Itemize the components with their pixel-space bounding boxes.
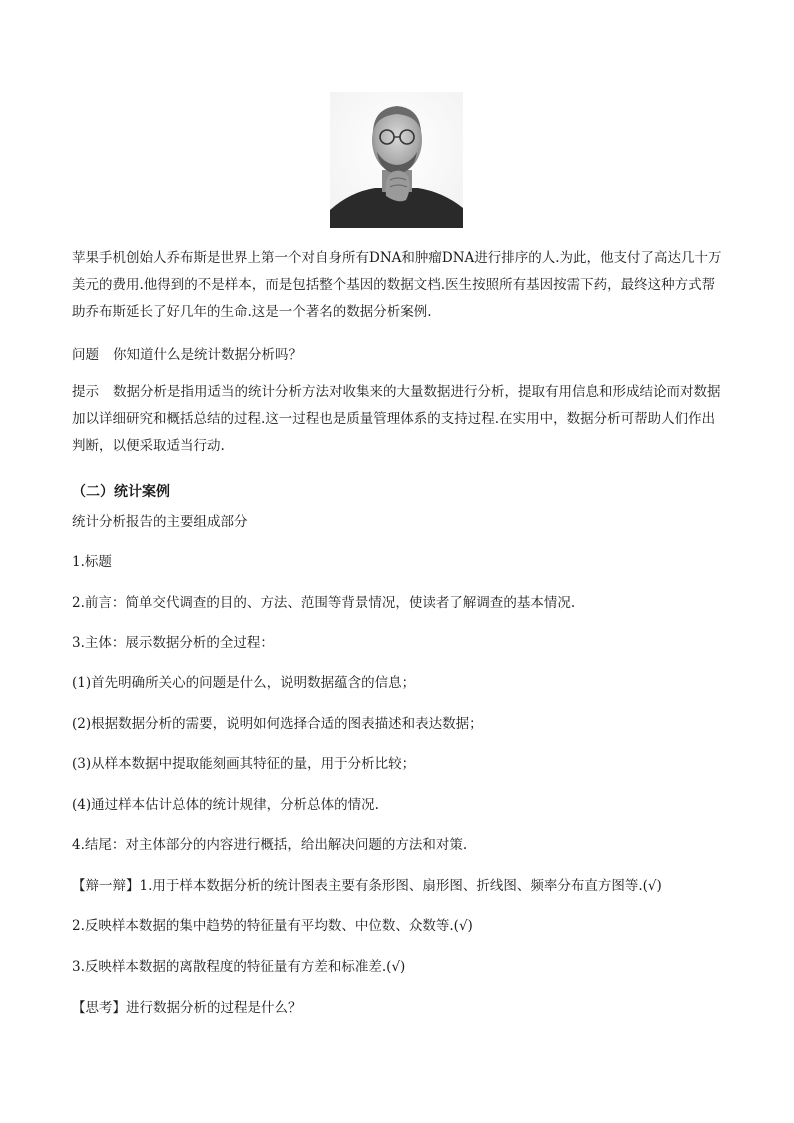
think-line (72, 998, 732, 1018)
portrait-photo (330, 92, 463, 228)
list-item: 2.前言：简单交代调查的目的、方法、范围等背景情况，使读者了解调查的基本情况. (72, 595, 576, 611)
list-item: 1.标题 (72, 554, 112, 570)
portrait-image (330, 92, 463, 228)
debate-item: 3.反映样本数据的离散程度的特征量有方差和标准差.(√) (72, 959, 406, 975)
debate-item: 2.反映样本数据的集中趋势的特征量有平均数、中位数、众数等.(√) (72, 918, 473, 934)
hint-paragraph (72, 379, 722, 460)
section-heading: （二）统计案例 (72, 484, 170, 500)
question-label: 问题 (72, 347, 99, 363)
question-text: 你知道什么是统计数据分析吗？ (113, 347, 302, 363)
list-item: (4)通过样本估计总体的统计规律，分析总体的情况. (72, 797, 379, 813)
list-item: (3)从样本数据中提取能刻画其特征的量，用于分析比较； (72, 756, 416, 772)
debate-label: 【辩一辩】 (72, 878, 140, 894)
list-item: 3.主体：展示数据分析的全过程： (72, 635, 274, 651)
list-item: (2)根据数据分析的需要，说明如何选择合适的图表描述和表达数据； (72, 716, 483, 732)
hint-text: 数据分析是指用适当的统计分析方法对收集来的大量数据进行分析，提取有用信息和形成结论而对数据加以详细研究和概括总结的过程.这一过程也是质量管理体系的支持过程.在实用中，数据分析可帮助人们作出判断，以便采取适当行动. (72, 384, 721, 454)
think-text: 进行数据分析的过程是什么？ (126, 1000, 302, 1016)
hint-label: 提示 (72, 384, 99, 400)
subtitle: 统计分析报告的主要组成部分 (72, 514, 248, 530)
list-item: (1)首先明确所关心的问题是什么，说明数据蕴含的信息； (72, 675, 416, 691)
question-line (72, 345, 732, 365)
intro-paragraph: 苹果手机创始人乔布斯是世界上第一个对自身所有DNA和肿瘤DNA进行排序的人.为此，他支付了高达几十万美元的费用.他得到的不是样本，而是包括整个基因的数据文档.医生按照所有基因按需下药，最终这种方式帮助乔布斯延长了好几年的生命.这是一个著名的数据分析案例. (72, 250, 722, 320)
debate-line-1 (72, 876, 732, 896)
think-label: 【思考】 (72, 1000, 126, 1016)
debate-item: 1.用于样本数据分析的统计图表主要有条形图、扇形图、折线图、频率分布直方图等.(√) (139, 878, 662, 894)
list-item: 4.结尾：对主体部分的内容进行概括，给出解决问题的方法和对策. (72, 837, 468, 853)
